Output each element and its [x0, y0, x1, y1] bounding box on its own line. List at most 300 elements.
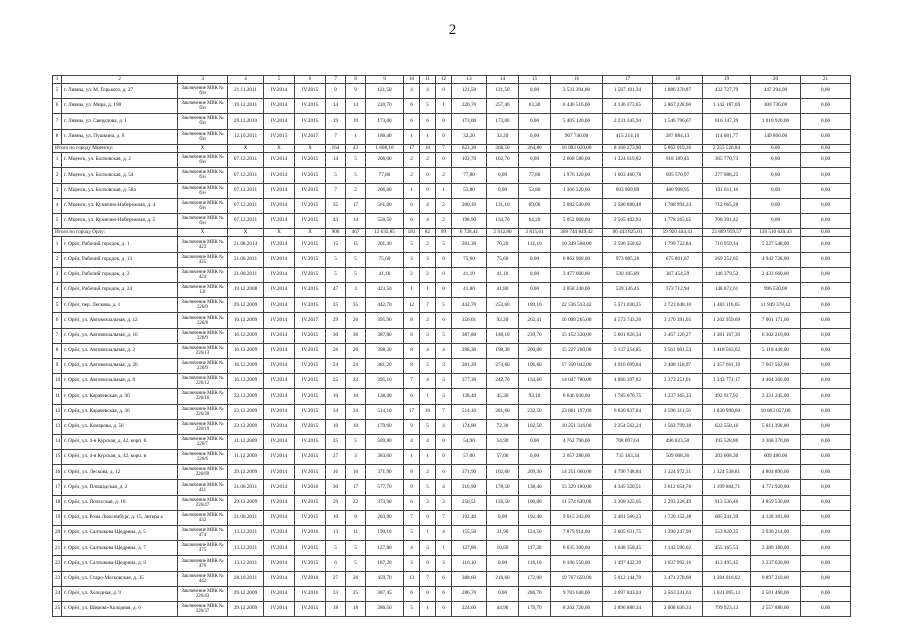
- value-cell: 4: [436, 526, 452, 541]
- value-cell: 47: [326, 283, 346, 298]
- value-cell: 15 227 260,00: [551, 343, 603, 358]
- value-cell: 2 005 631,75: [603, 526, 653, 541]
- value-cell: 556,50: [366, 213, 404, 228]
- value-cell: IV.2014: [264, 434, 295, 449]
- table-row: [53, 389, 851, 404]
- value-cell: 16 083 020,00: [551, 144, 603, 152]
- value-cell: 0,00: [801, 252, 851, 267]
- value-cell: 31.08.2011: [228, 480, 264, 495]
- address-cell: г. Орёл, ул. Салтыкова-Щедрина, д. 5: [62, 526, 178, 541]
- value-cell: 373,90: [366, 495, 404, 510]
- value-cell: 3 723 048,10: [653, 298, 703, 313]
- table-row: [53, 358, 851, 373]
- value-cell: 387,80: [366, 328, 404, 343]
- value-cell: IV.2015: [295, 153, 326, 168]
- value-cell: 257,40: [487, 99, 519, 114]
- value-cell: IV.2015: [264, 129, 295, 144]
- value-cell: 6 630 837,84: [603, 404, 653, 419]
- value-cell: 8: [404, 328, 420, 343]
- value-cell: 131,10: [519, 237, 551, 252]
- column-number: 10: [404, 76, 420, 84]
- value-cell: 19 767 650,00: [551, 571, 603, 586]
- value-cell: 26: [346, 343, 366, 358]
- value-cell: IV.2016: [295, 571, 326, 586]
- value-cell: 07.12.2011: [228, 213, 264, 228]
- value-cell: 27: [326, 571, 346, 586]
- value-cell: 14: [346, 213, 366, 228]
- table-row: [53, 252, 851, 267]
- address-cell: г. Орёл, Рабочий городок, д. 2: [62, 267, 178, 282]
- table-row: [53, 114, 851, 129]
- value-cell: 0,00: [519, 252, 551, 267]
- row-number: 18: [53, 495, 62, 510]
- value-cell: IV.2014: [264, 374, 295, 389]
- housing-program-table: [52, 75, 851, 617]
- address-cell: г. Орёл, ул. Комарова, д. 56: [62, 419, 178, 434]
- conclusion-cell: Заключение МВК № б/н: [178, 114, 228, 129]
- conclusion-cell: Заключение МВК № 226/7: [178, 434, 228, 449]
- value-cell: 25: [326, 374, 346, 389]
- value-cell: 0: [420, 168, 436, 183]
- value-cell: 256,51: [452, 495, 487, 510]
- value-cell: 1 390 247,90: [653, 526, 703, 541]
- value-cell: 07.12.2011: [228, 183, 264, 198]
- value-cell: 134,60: [519, 374, 551, 389]
- value-cell: 0,00: [751, 168, 801, 183]
- value-cell: 0,00: [801, 434, 851, 449]
- value-cell: 35: [346, 298, 366, 313]
- value-cell: X: [228, 229, 264, 237]
- value-cell: 6: [404, 389, 420, 404]
- value-cell: 5 001 826,34: [603, 328, 653, 343]
- value-cell: 1 608,10: [366, 144, 404, 152]
- address-cell: г. Орёл, Рабочий городок, д. 24: [62, 283, 178, 298]
- value-cell: 4: [420, 213, 436, 228]
- value-cell: 174,80: [452, 419, 487, 434]
- value-cell: 269 252,85: [703, 252, 751, 267]
- value-cell: 6: [404, 586, 420, 601]
- value-cell: 07.12.2011: [228, 153, 264, 168]
- value-cell: 75,60: [487, 252, 519, 267]
- value-cell: 2 057 280,00: [551, 450, 603, 465]
- value-cell: 3: [436, 495, 452, 510]
- value-cell: 23 861 197,00: [551, 404, 603, 419]
- value-cell: 0,00: [801, 419, 851, 434]
- value-cell: IV.2014: [264, 541, 295, 556]
- value-cell: 387,45: [366, 586, 404, 601]
- value-cell: 1: [404, 129, 420, 144]
- value-cell: 3 012 054,78: [653, 480, 703, 495]
- value-cell: 0,00: [801, 389, 851, 404]
- value-cell: 455 165,53: [703, 541, 751, 556]
- value-cell: 5: [326, 168, 346, 183]
- value-cell: IV.2014: [264, 84, 295, 99]
- value-cell: 189,10: [519, 298, 551, 313]
- value-cell: 0,00: [801, 358, 851, 373]
- value-cell: 138,40: [519, 480, 551, 495]
- value-cell: 1: [420, 450, 436, 465]
- value-cell: 16 008 265,00: [551, 313, 603, 328]
- value-cell: 0,00: [487, 183, 519, 198]
- value-cell: 29.12.2009: [228, 298, 264, 313]
- value-cell: 3 368 370,00: [751, 434, 801, 449]
- value-cell: 3: [436, 374, 452, 389]
- value-cell: IV.2014: [264, 465, 295, 480]
- value-cell: 9: [326, 84, 346, 99]
- value-cell: 1 384 016,02: [703, 571, 751, 586]
- value-cell: 3: [404, 556, 420, 571]
- value-cell: 16: [326, 465, 346, 480]
- value-cell: IV.2014: [264, 343, 295, 358]
- value-cell: 3: [436, 358, 452, 373]
- value-cell: 2: [346, 183, 366, 198]
- value-cell: IV.2014: [264, 283, 295, 298]
- value-cell: 12 635,85: [366, 229, 404, 237]
- address-cell: г. Орёл, ул. Карачевская, д. 30: [62, 389, 178, 404]
- row-number: 21: [53, 541, 62, 556]
- total-label: Итого по городу Мценску:: [53, 144, 178, 152]
- value-cell: 716 959,14: [703, 237, 751, 252]
- address-cell: г. Орёл, Рабочий городок, д. 1: [62, 237, 178, 252]
- value-cell: 442,70: [452, 298, 487, 313]
- value-cell: 31.08.2011: [228, 252, 264, 267]
- value-cell: 2: [420, 237, 436, 252]
- value-cell: 44,90: [487, 601, 519, 616]
- table-row: [53, 465, 851, 480]
- value-cell: 13.12.2011: [228, 526, 264, 541]
- value-cell: 5: [346, 153, 366, 168]
- value-cell: 609 480,00: [751, 450, 801, 465]
- value-cell: 6 302 210,00: [751, 328, 801, 343]
- value-cell: 0,00: [801, 213, 851, 228]
- value-cell: IV.2015: [295, 419, 326, 434]
- value-cell: 179,70: [519, 601, 551, 616]
- value-cell: 19.12.2011: [228, 99, 264, 114]
- value-cell: 1 546 796,67: [653, 114, 703, 129]
- value-cell: 22 536 533,42: [551, 298, 603, 313]
- value-cell: IV.2014: [264, 510, 295, 525]
- value-cell: 0,00: [487, 168, 519, 183]
- value-cell: 18: [346, 601, 366, 616]
- value-cell: 281,60: [487, 404, 519, 419]
- value-cell: 07.12.2011: [228, 168, 264, 183]
- conclusion-cell: Заключение МВК № б/н: [178, 99, 228, 114]
- value-cell: 15: [346, 237, 366, 252]
- value-cell: 4: [420, 434, 436, 449]
- value-cell: 33: [326, 586, 346, 601]
- row-number: 20: [53, 526, 62, 541]
- value-cell: 367 454,59: [653, 267, 703, 282]
- value-cell: 96 443 825,01: [603, 229, 653, 237]
- value-cell: 164: [326, 144, 346, 152]
- column-number: 9: [366, 76, 404, 84]
- value-cell: 0,00: [487, 510, 519, 525]
- value-cell: 1 788 994,24: [653, 198, 703, 213]
- value-cell: 2: [404, 153, 420, 168]
- value-cell: 2 293 228,49: [653, 495, 703, 510]
- value-cell: 381,20: [366, 358, 404, 373]
- column-number: 13: [452, 76, 487, 84]
- value-cell: 4 942 728,00: [751, 252, 801, 267]
- value-cell: 2: [404, 168, 420, 183]
- value-cell: 72,30: [487, 419, 519, 434]
- value-cell: 29: [326, 313, 346, 328]
- value-cell: 23.12.2009: [228, 419, 264, 434]
- value-cell: 18: [326, 601, 346, 616]
- value-cell: 4 804 890,00: [751, 465, 801, 480]
- value-cell: 6: [404, 99, 420, 114]
- value-cell: 7 879 914,00: [551, 526, 603, 541]
- value-cell: 918 189,45: [653, 153, 703, 168]
- value-cell: IV.2015: [295, 183, 326, 198]
- column-number: 15: [519, 76, 551, 84]
- address-cell: г. Мценск, ул. Кузнечно-Набережная, д. 5: [62, 213, 178, 228]
- value-cell: IV.2015: [295, 601, 326, 616]
- value-cell: 8: [404, 313, 420, 328]
- value-cell: 3: [420, 328, 436, 343]
- value-cell: 127,80: [452, 541, 487, 556]
- conclusion-cell: Заключение МВК № 474: [178, 526, 228, 541]
- conclusion-cell: Заключение МВК № б/н: [178, 213, 228, 228]
- value-cell: X: [264, 229, 295, 237]
- value-cell: 4 771 920,00: [751, 480, 801, 495]
- value-cell: 514,10: [452, 404, 487, 419]
- value-cell: 12.10.2011: [228, 129, 264, 144]
- conclusion-cell: Заключение МВК № 226/8: [178, 313, 228, 328]
- value-cell: 553 820,35: [703, 526, 751, 541]
- value-cell: 43: [346, 144, 366, 152]
- value-cell: 413 495,45: [703, 556, 751, 571]
- value-cell: 0,00: [801, 229, 851, 237]
- value-cell: 4: [404, 541, 420, 556]
- row-number: 3: [53, 267, 62, 282]
- value-cell: 6: [436, 586, 452, 601]
- value-cell: 21.08.2014: [228, 237, 264, 252]
- value-cell: 0: [436, 267, 452, 282]
- row-number: 6: [53, 313, 62, 328]
- value-cell: 4 573 743,26: [603, 313, 653, 328]
- value-cell: 17 350 042,00: [551, 358, 603, 373]
- value-cell: 7 001 171,00: [751, 313, 801, 328]
- value-cell: 43: [326, 213, 346, 228]
- value-cell: 57,00: [452, 450, 487, 465]
- table-row: [53, 183, 851, 198]
- table-row: [53, 283, 851, 298]
- value-cell: 6 186 550,00: [551, 556, 603, 571]
- row-number: 24: [53, 586, 62, 601]
- column-number: 11: [420, 76, 436, 84]
- value-cell: 3 389 180,00: [751, 541, 801, 556]
- value-cell: 9: [346, 84, 366, 99]
- value-cell: 201,30: [452, 237, 487, 252]
- table-row: [53, 586, 851, 601]
- value-cell: 3 237 630,00: [751, 556, 801, 571]
- value-cell: 0: [436, 450, 452, 465]
- value-cell: 07.12.2011: [228, 198, 264, 213]
- value-cell: 3 331 245,00: [751, 389, 801, 404]
- value-cell: IV.2015: [295, 434, 326, 449]
- value-cell: IV.2015: [295, 267, 326, 282]
- value-cell: 1: [346, 129, 366, 144]
- value-cell: 149 860,00: [751, 129, 801, 144]
- value-cell: 1: [436, 99, 452, 114]
- value-cell: 0,00: [801, 480, 851, 495]
- value-cell: 99: [436, 229, 452, 237]
- value-cell: 561,00: [366, 198, 404, 213]
- value-cell: 121,50: [452, 84, 487, 99]
- column-number: 19: [703, 76, 751, 84]
- row-number: 10: [53, 374, 62, 389]
- value-cell: IV.2014: [264, 298, 295, 313]
- value-cell: 2: [420, 313, 436, 328]
- value-cell: 4 596 311,56: [653, 404, 703, 419]
- value-cell: 623,30: [452, 144, 487, 152]
- value-cell: 16.12.2009: [228, 328, 264, 343]
- value-cell: 1 357 661,19: [703, 358, 751, 373]
- value-cell: 6: [436, 313, 452, 328]
- value-cell: IV.2016: [295, 586, 326, 601]
- conclusion-cell: X: [178, 144, 228, 152]
- value-cell: 9: [404, 419, 420, 434]
- value-cell: 1 366 520,00: [551, 183, 603, 198]
- table-row: [53, 541, 851, 556]
- value-cell: 1 324 538,81: [703, 465, 751, 480]
- table-row: [53, 374, 851, 389]
- value-cell: 64,20: [519, 213, 551, 228]
- conclusion-cell: Заключение МВК № 423: [178, 237, 228, 252]
- conclusion-cell: Заключение МВК № 13г: [178, 283, 228, 298]
- row-number: 9: [53, 358, 62, 373]
- value-cell: 5: [346, 434, 366, 449]
- value-cell: IV.2015: [295, 213, 326, 228]
- value-cell: 26: [346, 313, 366, 328]
- value-cell: 19: [326, 114, 346, 129]
- value-cell: 29.11.2010: [228, 114, 264, 129]
- value-cell: 277 088,25: [703, 168, 751, 183]
- value-cell: 69,00: [519, 198, 551, 213]
- value-cell: IV.2015: [295, 465, 326, 480]
- table-row: [53, 434, 851, 449]
- value-cell: 695 570,97: [653, 168, 703, 183]
- column-number: 14: [487, 76, 519, 84]
- value-cell: 1: [420, 283, 436, 298]
- value-cell: 1 418 563,62: [703, 343, 751, 358]
- value-cell: 5: [420, 480, 436, 495]
- value-cell: 509 608,36: [653, 450, 703, 465]
- value-cell: 75,60: [452, 252, 487, 267]
- conclusion-cell: Заключение МВК № 424: [178, 267, 228, 282]
- value-cell: 4: [404, 434, 420, 449]
- value-cell: 356,61: [452, 313, 487, 328]
- address-cell: г. Орёл, ул. Широко-Холодная, д. 6: [62, 601, 178, 616]
- value-cell: 371,90: [452, 465, 487, 480]
- value-cell: 320,70: [452, 99, 487, 114]
- column-number: 21: [801, 76, 851, 84]
- row-number: 7: [53, 328, 62, 343]
- value-cell: 224,60: [452, 601, 487, 616]
- value-cell: 0,00: [519, 129, 551, 144]
- row-number: 1: [53, 237, 62, 252]
- value-cell: 398,30: [452, 343, 487, 358]
- value-cell: 0,00: [519, 153, 551, 168]
- value-cell: 29.12.2009: [228, 495, 264, 510]
- value-cell: 799 923,13: [703, 601, 751, 616]
- value-cell: 6: [420, 114, 436, 129]
- value-cell: 45,30: [487, 389, 519, 404]
- value-cell: IV.2015: [295, 84, 326, 99]
- value-cell: 0,00: [751, 183, 801, 198]
- value-cell: 4 128 383,00: [751, 510, 801, 525]
- value-cell: 9 015 343,00: [551, 510, 603, 525]
- value-cell: 9: [346, 510, 366, 525]
- value-cell: 7: [326, 129, 346, 144]
- value-cell: 117,20: [519, 541, 551, 556]
- value-cell: 179,60: [366, 419, 404, 434]
- value-cell: 6: [404, 495, 420, 510]
- value-cell: 3 815,61: [519, 229, 551, 237]
- value-cell: 146 379,52: [703, 267, 751, 282]
- value-cell: IV.2015: [295, 328, 326, 343]
- value-cell: 28.10.2011: [228, 571, 264, 586]
- value-cell: 708 097,64: [603, 434, 653, 449]
- value-cell: 5: [420, 419, 436, 434]
- address-cell: г. Мценск, ул. Болховская, д. 58а: [62, 183, 178, 198]
- value-cell: 0,00: [801, 84, 851, 99]
- value-cell: 0: [420, 556, 436, 571]
- value-cell: 3: [436, 556, 452, 571]
- value-cell: 1 830 990,60: [703, 404, 751, 419]
- table-row: [53, 313, 851, 328]
- value-cell: 316,90: [452, 480, 487, 495]
- value-cell: 0,00: [519, 114, 551, 129]
- total-label: Итого по городу Орлу:: [53, 229, 178, 237]
- value-cell: 3 170 391,05: [653, 313, 703, 328]
- value-cell: 19.12.2008: [228, 283, 264, 298]
- value-cell: 0,00: [751, 198, 801, 213]
- table-row: [53, 571, 851, 586]
- value-cell: 0,00: [801, 129, 851, 144]
- value-cell: 0,00: [801, 99, 851, 114]
- address-cell: г. Орёл, ул. 4-я Курская, д. 42, корп. в: [62, 450, 178, 465]
- value-cell: 16: [346, 465, 366, 480]
- value-cell: 200,10: [452, 198, 487, 213]
- address-cell: г. Ливны, ул. Мира, д. 190: [62, 99, 178, 114]
- value-cell: IV.2014: [264, 358, 295, 373]
- value-cell: 27: [326, 450, 346, 465]
- value-cell: 53,80: [452, 183, 487, 198]
- value-cell: 287 884,13: [653, 129, 703, 144]
- value-cell: 10,60: [487, 541, 519, 556]
- table-row: [53, 495, 851, 510]
- value-cell: 735 183,34: [603, 450, 653, 465]
- value-cell: 173,00: [487, 114, 519, 129]
- value-cell: IV.2014: [264, 168, 295, 183]
- value-cell: 3 373 251,01: [653, 374, 703, 389]
- value-cell: IV.2014: [264, 450, 295, 465]
- value-cell: 1 976 120,00: [551, 168, 603, 183]
- value-cell: 2 433 660,00: [751, 267, 801, 282]
- value-cell: 192,40: [452, 510, 487, 525]
- value-cell: 114 681,77: [703, 129, 751, 144]
- value-cell: IV.2015: [295, 358, 326, 373]
- value-cell: 395,10: [366, 374, 404, 389]
- value-cell: 102,50: [519, 419, 551, 434]
- value-cell: 30: [326, 480, 346, 495]
- value-cell: 203,90: [366, 510, 404, 525]
- value-cell: 1: [404, 450, 420, 465]
- value-cell: 77,80: [452, 168, 487, 183]
- row-number: 19: [53, 510, 62, 525]
